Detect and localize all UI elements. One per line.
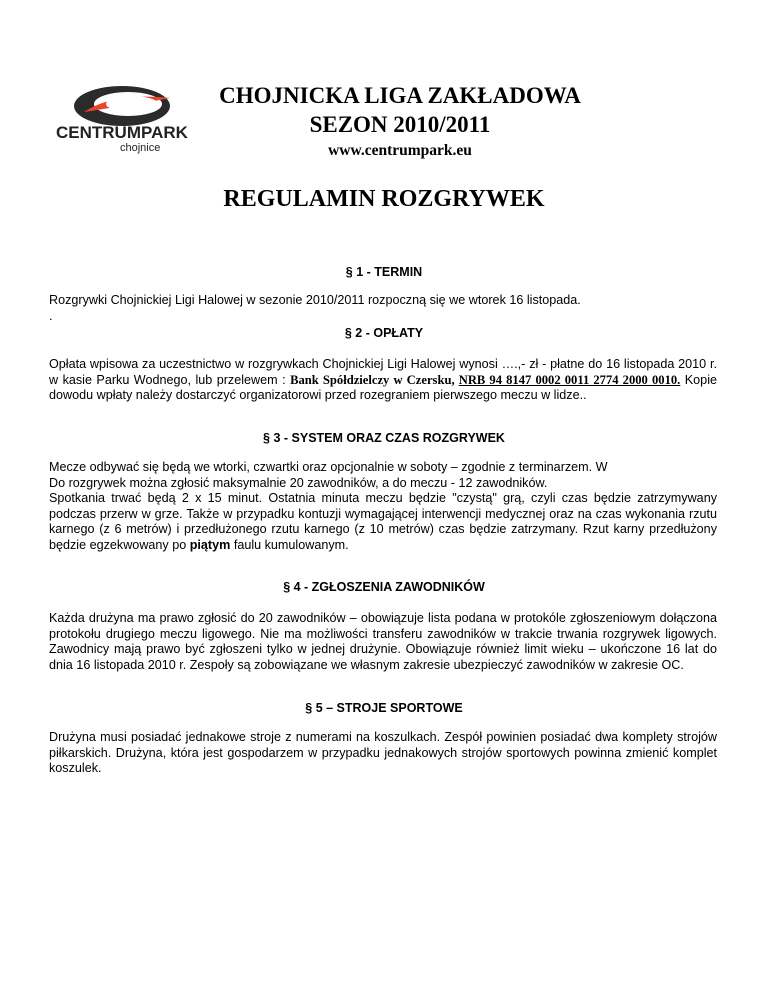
document-title: REGULAMIN ROZGRYWEK	[223, 186, 545, 212]
logo-brand-bottom: chojnice	[120, 142, 161, 154]
section-2-body-end: Kopie dowodu wpłaty należy dostarczyć organizatorowi przed rozegraniem pierwszego meczu w lidze..	[49, 372, 717, 402]
section-3-body-start: Spotkania trwać będą 2 x 15 minut. Ostatnia minuta meczu będzie "czystą" grą, czyli czas będzie zatrzymywany podczas przerw w grze. Także w przypadku kontuzji wymagającej interwencji medycznej oraz na czas wykonania rzutu karnego (z 6 metrów) i przedłużonego rzutu karnego (z 10 metrów) czas będzie zatrzymany. Rzut karny przedłużony będzie egzekwowany po	[49, 491, 717, 552]
header-season: SEZON 2010/2011	[309, 112, 491, 137]
header-url[interactable]: www.centrumpark.eu	[328, 142, 472, 159]
section-3-body-end: faulu kumulowanym.	[230, 537, 349, 552]
section-2-text	[49, 357, 717, 404]
section-2-body-start: Opłata wpisowa za uczestnictwo w rozgrywkach Chojnickiej Ligi Halowej wynosi ….,- zł - płatne do 16 listopada 2010 r. w kasie Parku Wodnego, lub przelewem :	[49, 357, 717, 387]
header-league-name: CHOJNICKA LIGA ZAKŁADOWA	[219, 83, 581, 108]
section-5-heading: § 5 – STROJE SPORTOWE	[305, 701, 463, 715]
section-2-bank: Bank Spółdzielczy w Czersku,	[290, 372, 459, 387]
section-3-heading: § 3 - SYSTEM ORAZ CZAS ROZGRYWEK	[263, 431, 505, 445]
section-5-text: Drużyna musi posiadać jednakowe stroje z numerami na koszulkach. Zespół powinien posiadać dwa komplety strojów piłkarskich. Drużyna, która jest gospodarzem w przypadku jednakowych strojów sportowych powinna zmienić komplet koszulek.	[49, 730, 717, 775]
section-3-line-1: Mecze odbywać się będą we wtorki, czwartki oraz opcjonalnie w soboty – zgodnie z terminarzem. W	[49, 460, 608, 474]
section-1-heading: § 1 - TERMIN	[345, 265, 423, 279]
logo-brand-top: CENTRUMPARK	[56, 123, 188, 142]
section-3-bold-word: piątym	[189, 537, 231, 552]
section-1-body: Rozgrywki Chojnickiej Ligi Halowej w sezonie 2010/2011 rozpoczną się we wtorek 16 listopada.	[49, 293, 581, 307]
section-3-text	[49, 460, 717, 553]
section-2-account-number: NRB 94 8147 0002 0011 2774 2000 0010.	[458, 372, 681, 387]
section-1-text	[49, 293, 717, 324]
section-4-heading: § 4 - ZGŁOSZENIA ZAWODNIKÓW	[283, 580, 485, 594]
section-2-heading: § 2 - OPŁATY	[344, 326, 424, 340]
section-3-line-2: Do rozgrywek można zgłosić maksymalnie 20 zawodników, a do meczu - 12 zawodników.	[49, 475, 548, 490]
section-4-text: Każda drużyna ma prawo zgłosić do 20 zawodników – obowiązuje lista podana w protokóle zgłoszeniowym dołączona protokołu drugiego meczu ligowego. Nie ma możliwości transferu zawodników w trakcie trwania rozgrywek ligowych. Zawodnicy mają prawo być zgłoszeni tylko w jednej drużynie. Obowiązuje również limit wieku – ukończone 16 lat do dnia 16 listopada 2010 r. Zespoły są zobowiązane we własnym zakresie ubezpieczyć zawodników w zakresie OC.	[49, 611, 717, 672]
section-1-dot: .	[49, 308, 53, 323]
